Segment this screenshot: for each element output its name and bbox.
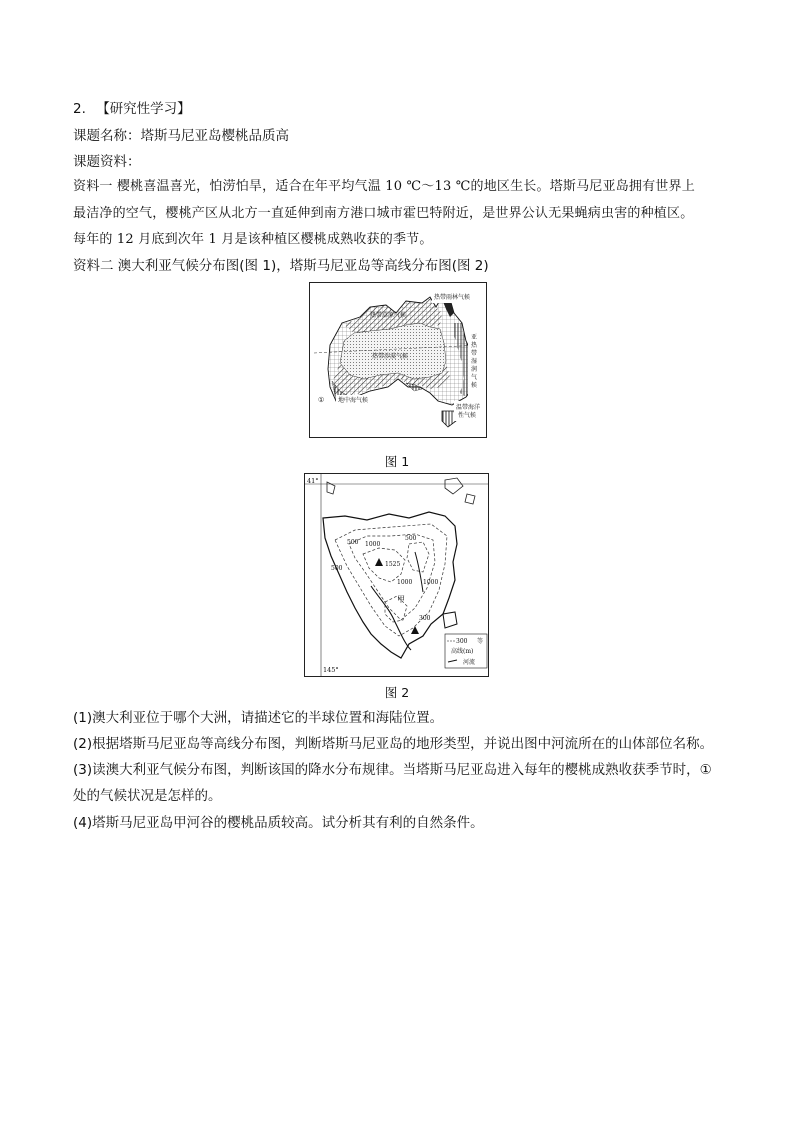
- label-mediterranean: 地中海气候: [338, 397, 369, 404]
- australia-map-svg: [310, 283, 486, 437]
- question-tag: 【研究性学习】: [96, 101, 191, 117]
- material1-line2: 最洁净的空气，樱桃产区从北方一直延伸到南方港口城市霍巴特附近，是世界公认无果蝇病虫害的种植区。: [73, 206, 694, 221]
- subquestion-3: (3)读澳大利亚气候分布图，判断该国的降水分布规律。当塔斯马尼亚岛进入每年的樱桃成熟收获季节时，①: [73, 762, 712, 778]
- legend-contour-unit: 高线(m): [451, 648, 474, 655]
- material2-line: 资料二 澳大利亚气候分布图(图 1)，塔斯马尼亚岛等高线分布图(图 2): [73, 258, 489, 274]
- question-header: [73, 99, 191, 119]
- label-temperate-marine-2: 性气候: [458, 412, 477, 419]
- legend-river: 河流: [463, 659, 476, 666]
- label-subtropical-1: 亚: [471, 334, 478, 341]
- label-subtropical-3: 带: [471, 350, 478, 357]
- contour-label-500b: 500: [331, 565, 343, 572]
- label-subtropical-2: 热: [471, 342, 478, 349]
- tasmania-map-svg: [305, 474, 488, 676]
- subquestion-2: (2)根据塔斯马尼亚岛等高线分布图，判断塔斯马尼亚岛的地形类型，并说出图中河流所在的山体部位名称。: [73, 736, 714, 752]
- subquestion-3-cont: 处的气候状况是怎样的。: [73, 788, 222, 804]
- materials-label: 课题资料：: [73, 154, 141, 170]
- legend-contour-value: 300: [456, 638, 468, 645]
- subquestion-1: (1)澳大利亚位于哪个大洲，请描述它的半球位置和海陆位置。: [73, 710, 444, 726]
- contour-label-1525: 1525: [385, 561, 401, 568]
- contour-label-1000a: 1000: [365, 541, 381, 548]
- tasmania-contour-map: [304, 473, 489, 677]
- label-tropical-desert: 热带沙漠气候: [372, 353, 409, 360]
- label-temperate-marine-1: 温带海洋: [456, 404, 481, 411]
- contour-label-300: 300: [419, 615, 431, 622]
- label-subtropical-5: 润: [471, 366, 478, 373]
- legend-contour-text: 等: [477, 638, 484, 645]
- material1-line3: 每年的 12 月底到次年 1 月是该种植区樱桃成熟收获的季节。: [73, 232, 433, 247]
- valley-label: 甲: [397, 595, 405, 604]
- australia-climate-map: [309, 282, 487, 438]
- contour-label-1000c: 1000: [423, 579, 439, 586]
- label-marker-1: ①: [318, 396, 325, 404]
- figure2-caption: 图 2: [384, 685, 410, 700]
- subquestion-4: (4)塔斯马尼亚岛甲河谷的樱桃品质较高。试分析其有利的自然条件。: [73, 815, 484, 831]
- contour-label-500c: 500: [405, 535, 417, 542]
- contour-label-1000b: 1000: [397, 579, 413, 586]
- label-subtropical-6: 气: [471, 374, 478, 381]
- topic-line: 课题名称：塔斯马尼亚岛樱桃品质高: [73, 128, 289, 144]
- label-tropical-grassland: 热带草原气候: [370, 312, 407, 319]
- lat-label: 41°: [307, 477, 319, 485]
- label-subtropical-7: 候: [471, 382, 478, 389]
- label-subtropical-4: 湿: [471, 358, 478, 365]
- material1-line1: 资料一 樱桃喜温喜光，怕涝怕旱，适合在年平均气温 10 ℃～13 ℃的地区生长。塔斯马尼亚岛拥有世界上: [73, 179, 695, 194]
- question-number: 2.: [73, 101, 86, 117]
- label-tropical-rainforest: 热带雨林气候: [434, 294, 471, 301]
- contour-label-500a: 500: [347, 539, 359, 546]
- tasmania-shape: [442, 411, 456, 427]
- lon-label: 145°: [323, 666, 339, 674]
- figure1-caption: 图 1: [384, 454, 410, 469]
